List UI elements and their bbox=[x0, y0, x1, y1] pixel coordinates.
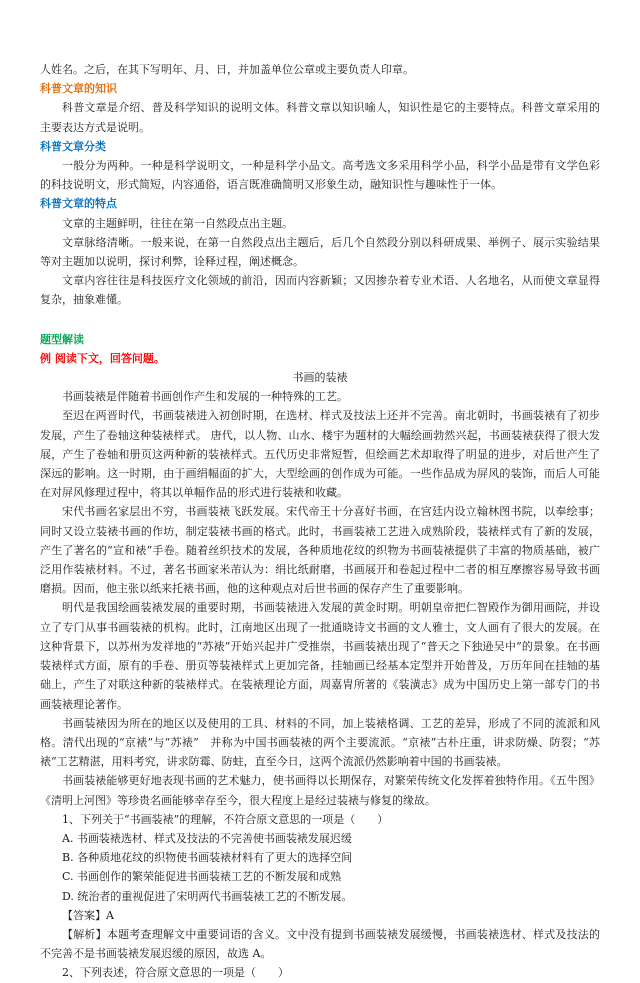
article-paragraph: 明代是我国绘画装裱发展的重要时期，书画装裱进入发展的黄金时期。明朝皇帝把仁智殿作为御用画院，并设立了专门从事书画装裱的机构。此时，江南地区出现了一批通晓诗文书画的文人雅士，文人画有了很大的发展。在这种背景下，以苏州为发祥地的“苏裱”开始兴起并广受推崇，书画装裱出现了“普天之下独逊吴中”的景象。在书画装裱样式方面，原有的手卷、册页等装裱样式上更加完备，挂轴画已经基本定型并开始普及，万历年间在挂轴的基础上，产生了对联这种新的装裱样式。在装裱理论方面，周嘉胄所著的《装潢志》成为中国历史上第一部专门的书画装裱理论著作。 bbox=[40, 601, 600, 711]
question-1-analysis: 【解析】本题考查理解文中重要词语的含义。文中没有提到书画装裱发展缓慢，书画装裱选材、样式及技法的不完善不是书画装裱发展迟缓的原因，故选 A。 bbox=[40, 927, 600, 961]
article-paragraph: 书画装裱是伴随着书画创作产生和发展的一种特殊的工艺。 bbox=[62, 390, 348, 404]
paragraph-feature-2: 文章脉络清晰。一般来说，在第一自然段点出主题后，后几个自然段分别以科研成果、举例子、展示实验结果等对主题加以说明，探讨利弊，诠释过程，阐述概念。 bbox=[40, 235, 600, 269]
heading-knowledge: 科普文章的知识 bbox=[40, 82, 117, 96]
article-title: 书画的装裱 bbox=[292, 371, 348, 385]
question-1-option-c: C. 书画创作的繁荣能促进书画装裱工艺的不断发展和成熟 bbox=[62, 870, 342, 884]
question-2-stem: 2、下列表述，符合原文意思的一项是（ ） bbox=[62, 966, 289, 980]
question-1-stem: 1、下列关于“书画装裱”的理解，不符合原文意思的一项是（ ） bbox=[62, 812, 389, 826]
question-1-answer: 【答案】A bbox=[62, 908, 114, 922]
paragraph-knowledge: 科普文章是介绍、普及科学知识的说明文体。科普文章以知识喻人，知识性是它的主要特点。科普文章采用的主要表达方式是说明。 bbox=[40, 101, 600, 134]
example-label: 例 阅读下文，回答问题。 bbox=[40, 351, 165, 365]
document-page bbox=[40, 0, 600, 983]
question-1-option-d: D. 统治者的重视促进了宋明两代书画装裱工艺的不断发展。 bbox=[62, 889, 353, 903]
heading-classification: 科普文章分类 bbox=[40, 139, 106, 153]
paragraph-classification: 一般分为两种。一种是科学说明文，一种是科学小品文。高考选文多采用科学小品，科学小品是带有文学色彩的科技说明文，形式简短，内容通俗，语言既准确简明又形象生动，融知识性与趣味性于一体。 bbox=[40, 159, 600, 192]
article-paragraph: 宋代书画名家层出不穷，书画装裱飞跃发展。宋代帝王十分喜好书画，在宫廷内设立翰林图书院，以奉绘事；同时又设立装裱书画的作坊，制定装裱书画的格式。此时，书画装裱工艺进入成熟阶段，装裱样式有了新的发展，产生了著名的“宣和裱”手卷。随着丝织技术的发展，各种质地花纹的织物为书画装裱提供了丰富的物质基础，被广泛用作装裱材料。不过，著名书画家米芾认为：绢比纸耐磨，书画展开和卷起过程中二者的相互摩擦容易导致书画磨损。因而，他主张以纸来托裱书画，他的这种观点对后世书画的保存产生了重要影响。 bbox=[40, 505, 600, 596]
section-title: 题型解读 bbox=[40, 332, 84, 346]
article-paragraph: 至迟在两晋时代，书画装裱进入初创时期，在选材、样式及技法上还并不完善。南北朝时，书画装裱有了初步发展，产生了卷轴这种装裱样式。 唐代，以人物、山水、楼宇为题材的大幅绘画勃然兴起，书画装裱获得了很大发展，产生了卷轴和册页这两种新的装裱样式。五代历史非常短暂，但绘画艺术却取得了明显的进步，对后世产生了深远的影响。这一时期，由于画绢幅面的扩大，大型绘画的创作成为可能。一些作品成为屏风的装饰，而后人可能在对屏风修理过程中，将其以单幅作品的形式进行装裱和收藏。 bbox=[40, 409, 600, 500]
article-paragraph: 书画装裱因为所在的地区以及使用的工具、材料的不同，加上装裱格调、工艺的差异，形成了不同的流派和风格。清代出现的“京裱”与“苏裱” 并称为中国书画装裱的两个主要流派。“京裱”古朴庄重，讲求防燥、防裂；“苏裱“工艺精湛，用料考究，讲求防霉、防蛀，直至今日，这两个流派仍然影响着中国的书画装裱。 bbox=[40, 716, 600, 769]
article-paragraph: 书画装裱能够更好地表现书画的艺术魅力，使书画得以长期保存，对繁荣传统文化发挥着独特作用。《五牛图》《清明上河图》等珍贵名画能够幸存至今，很大程度上是经过装裱与修复的缘故。 bbox=[40, 774, 600, 807]
heading-features: 科普文章的特点 bbox=[40, 197, 117, 211]
question-1-option-b: B. 各种质地花纹的织物使书画装裱材料有了更大的选择空间 bbox=[62, 851, 353, 865]
paragraph-feature-3: 文章内容往往是科技医疗文化领域的前沿，因而内容新颖；又因掺杂着专业术语、人名地名，从而使文章显得复杂，抽象难懂。 bbox=[40, 274, 600, 307]
continued-line: 人姓名。之后，在其下写明年、月、日，并加盖单位公章或主要负责人印章。 bbox=[40, 63, 414, 76]
question-1-option-a: A. 书画装裱选材、样式及技法的不完善使书画装裱发展迟缓 bbox=[62, 831, 352, 845]
paragraph-feature-1: 文章的主题鲜明，往往在第一自然段点出主题。 bbox=[62, 216, 293, 230]
